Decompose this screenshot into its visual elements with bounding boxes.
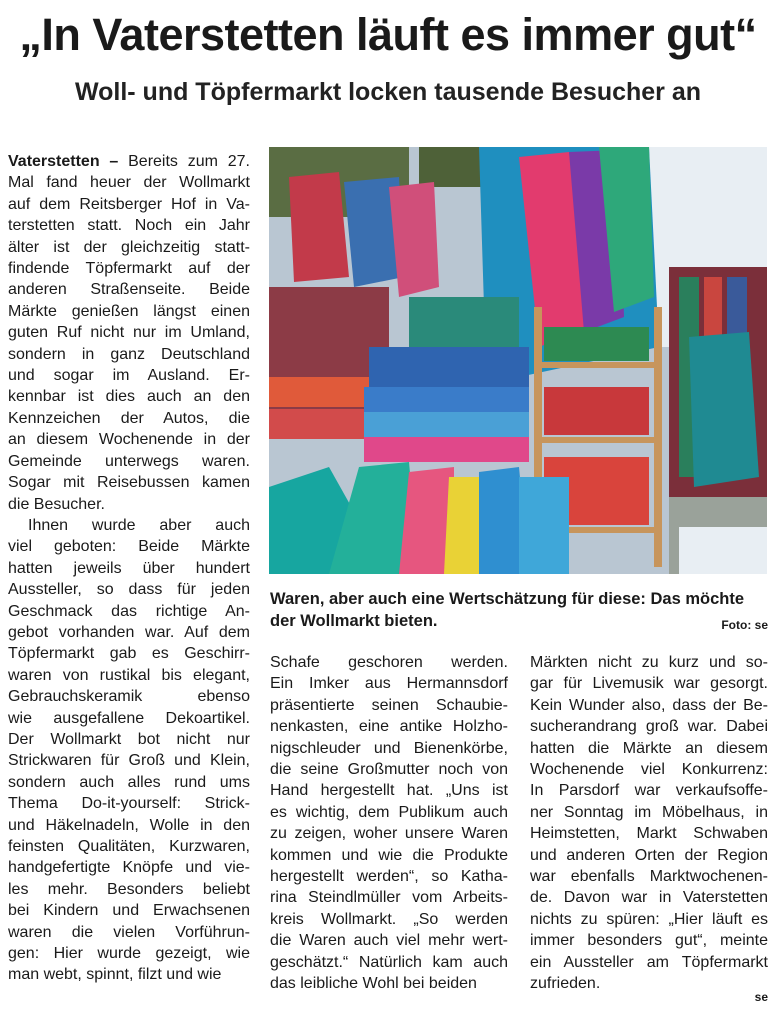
article-text-line: Märkten nicht zu kurz und so- xyxy=(530,654,768,671)
article-text-line: Ein Imker aus Hermannsdorf xyxy=(270,675,508,693)
article-text-line: sucherandrang groß war. Dabei xyxy=(530,718,768,736)
article-text-line: zu zeigen, woher unsere Waren xyxy=(270,825,508,843)
article-text-line: Gebrauchskeramik ebenso xyxy=(8,688,250,706)
article-text-line: kreis Wollmarkt. „So werden xyxy=(270,910,508,928)
article-text-line: älter ist der gleichzeitig statt- xyxy=(8,238,250,256)
headline: „In Vaterstetten läuft es immer gut“ xyxy=(19,9,757,60)
article-text-line: Wochenende viel Konkurrenz: xyxy=(530,761,768,779)
article-text-line: terstetten statt. Noch ein Jahr xyxy=(8,217,250,235)
article-text-line: Märkte genießen längst einen xyxy=(8,302,250,320)
article-text-line: Kennzeichen der Autos, die xyxy=(8,409,250,427)
article-text-line: immer besonders gut“, meinte xyxy=(530,932,768,950)
article-text-line: bei Kindern und Erwachsenen xyxy=(8,902,250,920)
article-text-line: die Waren auch viel mehr wert- xyxy=(270,932,508,950)
article-column-1 xyxy=(8,151,250,986)
article-text-line: hatten jeweils über hundert xyxy=(8,559,250,577)
article-text-line: es wichtig, dem Publikum auch xyxy=(270,803,508,821)
article-text-line: Hand hergestellt hat. „Uns ist xyxy=(270,782,508,800)
article-text-line: Gemeinde unterwegs waren. xyxy=(8,452,250,470)
article-text-line: geschätzt.“ Natürlich kam auch xyxy=(270,953,508,971)
article-column-3 xyxy=(530,652,768,995)
article-text-line: feinsten Qualitäten, Kurzwaren, xyxy=(8,838,250,855)
article-text-line: an diesem Wochenende in der xyxy=(8,431,250,449)
article-text-line: ner Sonntag im Möbelhaus, in xyxy=(530,803,768,821)
article-text-line: man webt, spinnt, filzt und wie xyxy=(8,966,222,984)
article-text-line: rina Steindlmüller vom Arbeits- xyxy=(270,889,508,907)
dateline: Vaterstetten – xyxy=(8,153,119,170)
article-text-line: das leibliche Wohl bei beiden xyxy=(270,975,477,993)
article-photo xyxy=(269,147,767,574)
article-text-line: handgefertigte Knöpfe und vie- xyxy=(8,859,250,877)
article-text-line: Thema Do-it-yourself: Strick- xyxy=(8,795,250,813)
photo-caption xyxy=(270,588,768,632)
author-initials: se xyxy=(754,990,768,1004)
article-text-line: anderen Straßenseite. Beide xyxy=(8,281,250,299)
article-text-line: les mehr. Besonders beliebt xyxy=(8,880,250,898)
article-text-line: und sogar im Ausland. Er- xyxy=(8,367,250,385)
article-text-line: hatten die Märkte an diesem xyxy=(530,739,768,757)
article-text-line: Kein Wunder also, dass der Be- xyxy=(530,696,768,714)
wool-market-stand-illustration xyxy=(269,147,767,574)
article-text-line: In Parsdorf war verkaufsoffe- xyxy=(530,782,768,800)
article-text-line: kommen und wie die Produkte xyxy=(270,846,508,864)
caption-line: Waren, aber auch eine Wertschätzung für diese: Das möchte xyxy=(270,590,745,608)
caption-line: der Wollmarkt bieten. xyxy=(270,612,438,630)
article-text-line: die seine Großmutter noch von xyxy=(270,761,508,779)
article-text-line: sondern auch alles rund ums xyxy=(8,773,250,791)
article-text-line: de. Davon war in Vaterstetten xyxy=(530,889,768,907)
article-text-line: gebot vorhanden war. Auf dem xyxy=(8,623,250,641)
article-column-2 xyxy=(270,652,508,995)
article-text-line: ein Aussteller am Töpfermarkt xyxy=(530,953,768,971)
article-text-line: Aussteller, so dass für jeden xyxy=(8,581,250,599)
article-text-line: sondern in ganz Deutschland xyxy=(8,345,250,363)
article-text-line: nigschleuder und Bienenkörbe, xyxy=(270,739,508,757)
article-text-line: die Besucher. xyxy=(8,495,105,513)
article-text-line: Der Wollmarkt bot nicht nur xyxy=(8,730,250,748)
article-text-line: nenkasten, eine antike Holzho- xyxy=(270,718,508,736)
article-text-line: nichts zu spüren: „Hier läuft es xyxy=(530,910,768,928)
article-text-line: war ebenfalls Marktwochenen- xyxy=(530,868,768,886)
article-text-line: Strickwaren für Groß und Klein, xyxy=(8,752,250,770)
article-text-line: Heimstetten, Markt Schwaben xyxy=(530,825,768,843)
article-text-line: wie ausgefallene Dekoartikel. xyxy=(8,709,250,727)
article-text-line: gen: Hier wurde gezeigt, wie xyxy=(8,945,250,963)
article-text-line: Schafe geschoren werden. xyxy=(270,654,508,671)
article-text-line: kennbar ist dies auch an den xyxy=(8,388,250,406)
article-text-line: auf dem Reitsberger Hof in Va- xyxy=(8,195,250,213)
article-text-line: Sogar mit Reisebussen kamen xyxy=(8,474,250,492)
subheadline: Woll- und Töpfermarkt locken tausende Besucher an xyxy=(74,78,702,106)
article-text-line: Geschmack das richtige An- xyxy=(8,602,250,620)
article-text-line: und anderen Orten der Region xyxy=(530,846,768,864)
article-text-line: viel geboten: Beide Märkte xyxy=(8,538,250,556)
photo-credit: Foto: se xyxy=(721,618,768,632)
article-text-line: Töpfermarkt gab es Geschirr- xyxy=(8,645,250,663)
article-text-line: präsentierte seinen Schaubie- xyxy=(270,696,508,714)
article-text-line: gar für Livemusik war gesorgt. xyxy=(530,675,768,693)
article-text-line: Mal fand heuer der Wollmarkt xyxy=(8,174,250,192)
article-text-line: und Häkelnadeln, Wolle in den xyxy=(8,816,250,834)
article-text-line: guten Ruf nicht nur im Umland, xyxy=(8,324,250,342)
article-text-line: waren von rustikal bis elegant, xyxy=(8,666,250,684)
article-text-line: Vaterstetten – Bereits zum 27. xyxy=(8,153,251,170)
article-text-line: hergestellt werden“, so Katha- xyxy=(270,868,508,886)
article-text-line: Ihnen wurde aber auch xyxy=(28,516,250,534)
article-text-line: findende Töpfermarkt auf der xyxy=(8,260,250,278)
article-text-line: waren die vielen Vorführun- xyxy=(8,923,250,941)
article-text-line: zufrieden. xyxy=(530,975,601,993)
